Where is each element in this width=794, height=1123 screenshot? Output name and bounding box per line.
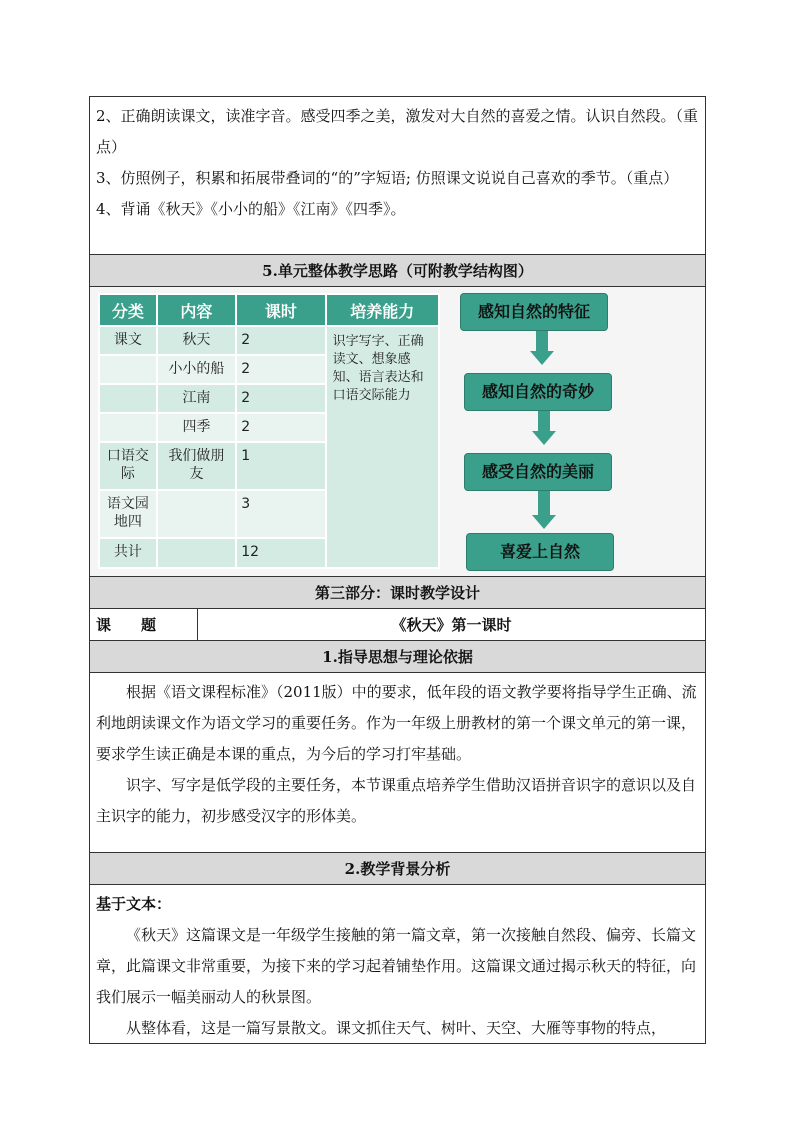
section2-para2: 从整体看，这是一篇写景散文。课文抓住天气、树叶、天空、大雁等事物的特点， — [126, 1019, 667, 1037]
cell-category — [99, 355, 157, 384]
cell-category: 口语交际 — [99, 442, 157, 490]
cell-content: 江南 — [157, 384, 237, 413]
section1-para2: 识字、写字是低学段的主要任务，本节课重点培养学生借助汉语拼音识字的意识以及自主识字的能力，初步感受汉字的形体美。 — [96, 776, 697, 825]
flow-arrow — [538, 491, 550, 517]
cell-content: 小小的船 — [157, 355, 237, 384]
cell-hours: 2 — [236, 413, 325, 442]
flow-step-1: 感知自然的特征 — [460, 293, 608, 331]
col-header-content: 内容 — [157, 294, 237, 326]
arrow-down-icon — [532, 431, 556, 445]
flow-step-2: 感知自然的奇妙 — [464, 373, 612, 411]
unit-plan-diagram — [90, 287, 705, 577]
table-row — [99, 326, 439, 355]
cell-content: 四季 — [157, 413, 237, 442]
cell-content — [157, 538, 237, 568]
flow-arrow — [536, 331, 548, 353]
section2-para1: 《秋天》这篇课文是一年级学生接触的第一篇文章，第一次接触自然段、偏旁、长篇文章，此篇课文非常重要，为接下来的学习起着铺垫作用。这篇课文通过揭示秋天的特征，向我们展示一幅美丽动人的秋景图。 — [96, 926, 697, 1006]
cell-hours: 2 — [236, 326, 325, 355]
cell-category: 语文园地四 — [99, 490, 157, 538]
col-header-ability: 培养能力 — [326, 294, 439, 326]
arrow-down-icon — [532, 515, 556, 529]
section2-body — [90, 885, 705, 1043]
cell-content: 秋天 — [157, 326, 237, 355]
cell-content — [157, 490, 237, 538]
cell-content: 我们做朋友 — [157, 442, 237, 490]
flow-step-3: 感受自然的美丽 — [464, 453, 612, 491]
cell-hours: 12 — [236, 538, 325, 568]
section1-heading: 1.指导思想与理论依据 — [90, 641, 705, 673]
lesson-title: 《秋天》第一课时 — [391, 616, 512, 634]
part3-heading: 第三部分：课时教学设计 — [90, 577, 705, 609]
cell-hours: 3 — [236, 490, 325, 538]
objective-2: 2、正确朗读课文，读准字音。感受四季之美，激发对大自然的喜爱之情。认识自然段。（重点） — [96, 107, 699, 156]
lesson-title-row — [90, 609, 705, 641]
flow-step-4: 喜爱上自然 — [466, 533, 614, 571]
arrow-down-icon — [530, 351, 554, 365]
cell-category: 共计 — [99, 538, 157, 568]
cell-hours: 1 — [236, 442, 325, 490]
section5-heading: 5.单元整体教学思路（可附教学结构图） — [90, 255, 705, 287]
cell-category — [99, 413, 157, 442]
cell-ability: 识字写字、正确读文、想象感知、语言表达和口语交际能力 — [326, 326, 439, 568]
objective-3: 3、仿照例子，积累和拓展带叠词的“的”字短语; 仿照课文说说自己喜欢的季节。（重点） — [96, 169, 679, 187]
section2-subheading: 基于文本： — [96, 895, 172, 913]
col-header-hours: 课时 — [236, 294, 325, 326]
flow-chart — [450, 287, 707, 577]
objectives-block — [90, 97, 705, 255]
flow-arrow — [538, 411, 550, 433]
cell-category: 课文 — [99, 326, 157, 355]
cell-hours: 2 — [236, 384, 325, 413]
cell-hours: 2 — [236, 355, 325, 384]
cell-category — [99, 384, 157, 413]
unit-table — [98, 293, 440, 569]
col-header-category: 分类 — [99, 294, 157, 326]
section1-para1: 根据《语文课程标准》（2011版）中的要求，低年段的语文教学要将指导学生正确、流利地朗读课文作为语文学习的重要任务。作为一年级上册教材的第一个课文单元的第一课，要求学生读正确是本课的重点，为今后的学习打牢基础。 — [96, 683, 697, 763]
lesson-plan-document — [89, 96, 706, 1044]
objective-4: 4、背诵《秋天》《小小的船》《江南》《四季》。 — [96, 200, 406, 218]
lesson-label: 课 题 — [90, 609, 198, 640]
section2-heading: 2.教学背景分析 — [90, 853, 705, 885]
section1-body — [90, 673, 705, 853]
